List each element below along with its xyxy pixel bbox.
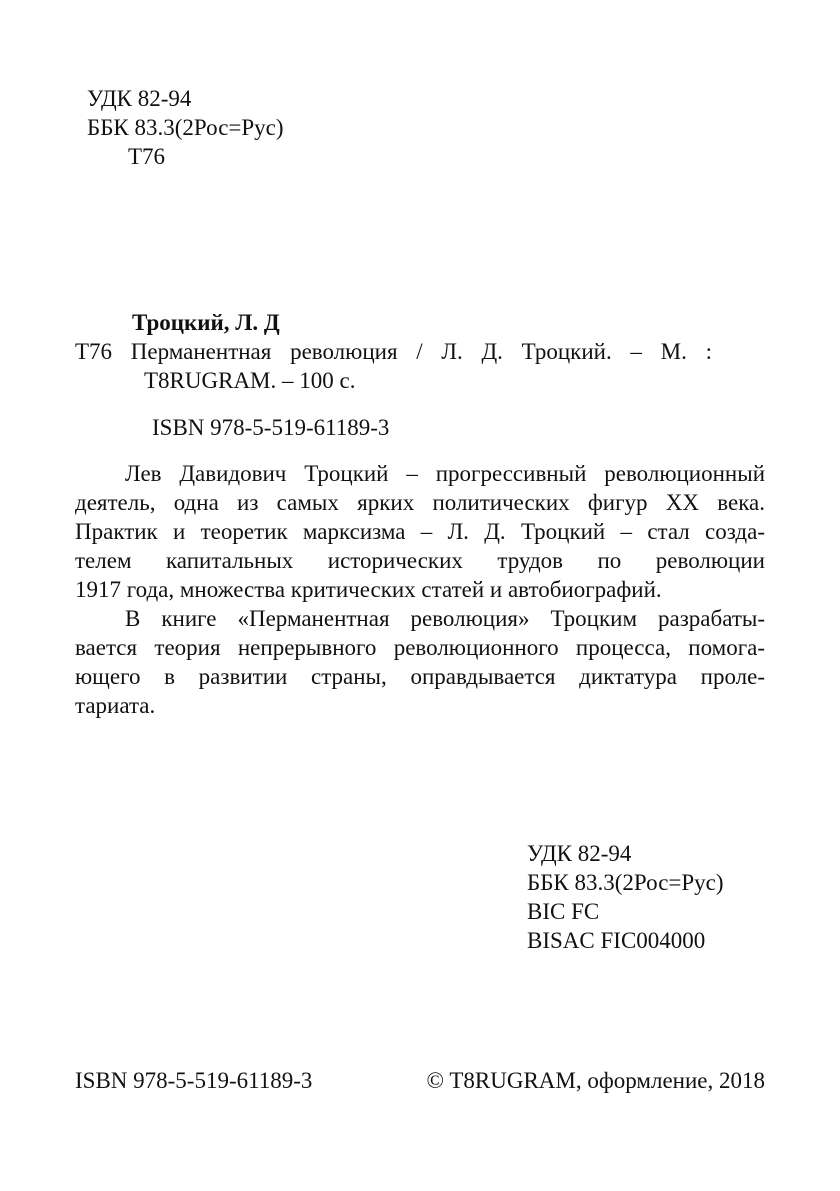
bbk-code-bottom: ББК 83.3(2Рос=Рус) <box>527 870 724 895</box>
bisac-code: BISAC FIC004000 <box>527 928 706 953</box>
annotation-line: Лев Давидович Троцкий – прогрессивный революционный <box>125 461 765 486</box>
udk-code-top: УДК 82-94 <box>87 86 192 111</box>
annotation-line: деятель, одна из самых ярких политических фигур XX века. <box>75 490 765 515</box>
annotation-paragraph-2 <box>75 604 765 720</box>
bbk-code-top: ББК 83.3(2Рос=Рус) <box>87 115 284 140</box>
bic-code: BIC FC <box>527 899 600 924</box>
footer-copyright: © T8RUGRAM, оформление, 2018 <box>426 1068 765 1093</box>
annotation-line: Практик и теоретик марксизма – Л. Д. Троцкий – стал созда- <box>75 519 765 544</box>
card-entry-line-1: Т76 Перманентная революция / Л. Д. Троцкий. – М. : <box>75 339 712 364</box>
classification-block-bottom <box>527 839 807 955</box>
annotation-line: тариата. <box>75 693 156 718</box>
annotation-line: вается теория непрерывного революционного процесса, помога- <box>75 635 765 660</box>
annotation <box>75 459 765 720</box>
card-author-heading: Троцкий, Л. Д <box>132 310 280 335</box>
footer-line <box>75 1066 765 1095</box>
catalog-card <box>75 308 712 395</box>
card-entry-line-2: T8RUGRAM. – 100 с. <box>144 368 356 393</box>
author-sign-top: Т76 <box>128 144 166 169</box>
classification-block-top <box>87 84 687 171</box>
annotation-paragraph-1 <box>75 459 765 604</box>
udk-code-bottom: УДК 82-94 <box>527 841 632 866</box>
annotation-line: телем капитальных исторических трудов по революции <box>75 548 765 573</box>
annotation-line: В книге «Перманентная революция» Троцким разрабаты- <box>125 606 765 631</box>
footer-isbn: ISBN 978-5-519-61189-3 <box>75 1068 313 1093</box>
annotation-line: ющего в развитии страны, оправдывается диктатура проле- <box>75 664 765 689</box>
card-isbn: ISBN 978-5-519-61189-3 <box>152 415 390 440</box>
annotation-line: 1917 года, множества критических статей и автобиографий. <box>75 577 662 602</box>
